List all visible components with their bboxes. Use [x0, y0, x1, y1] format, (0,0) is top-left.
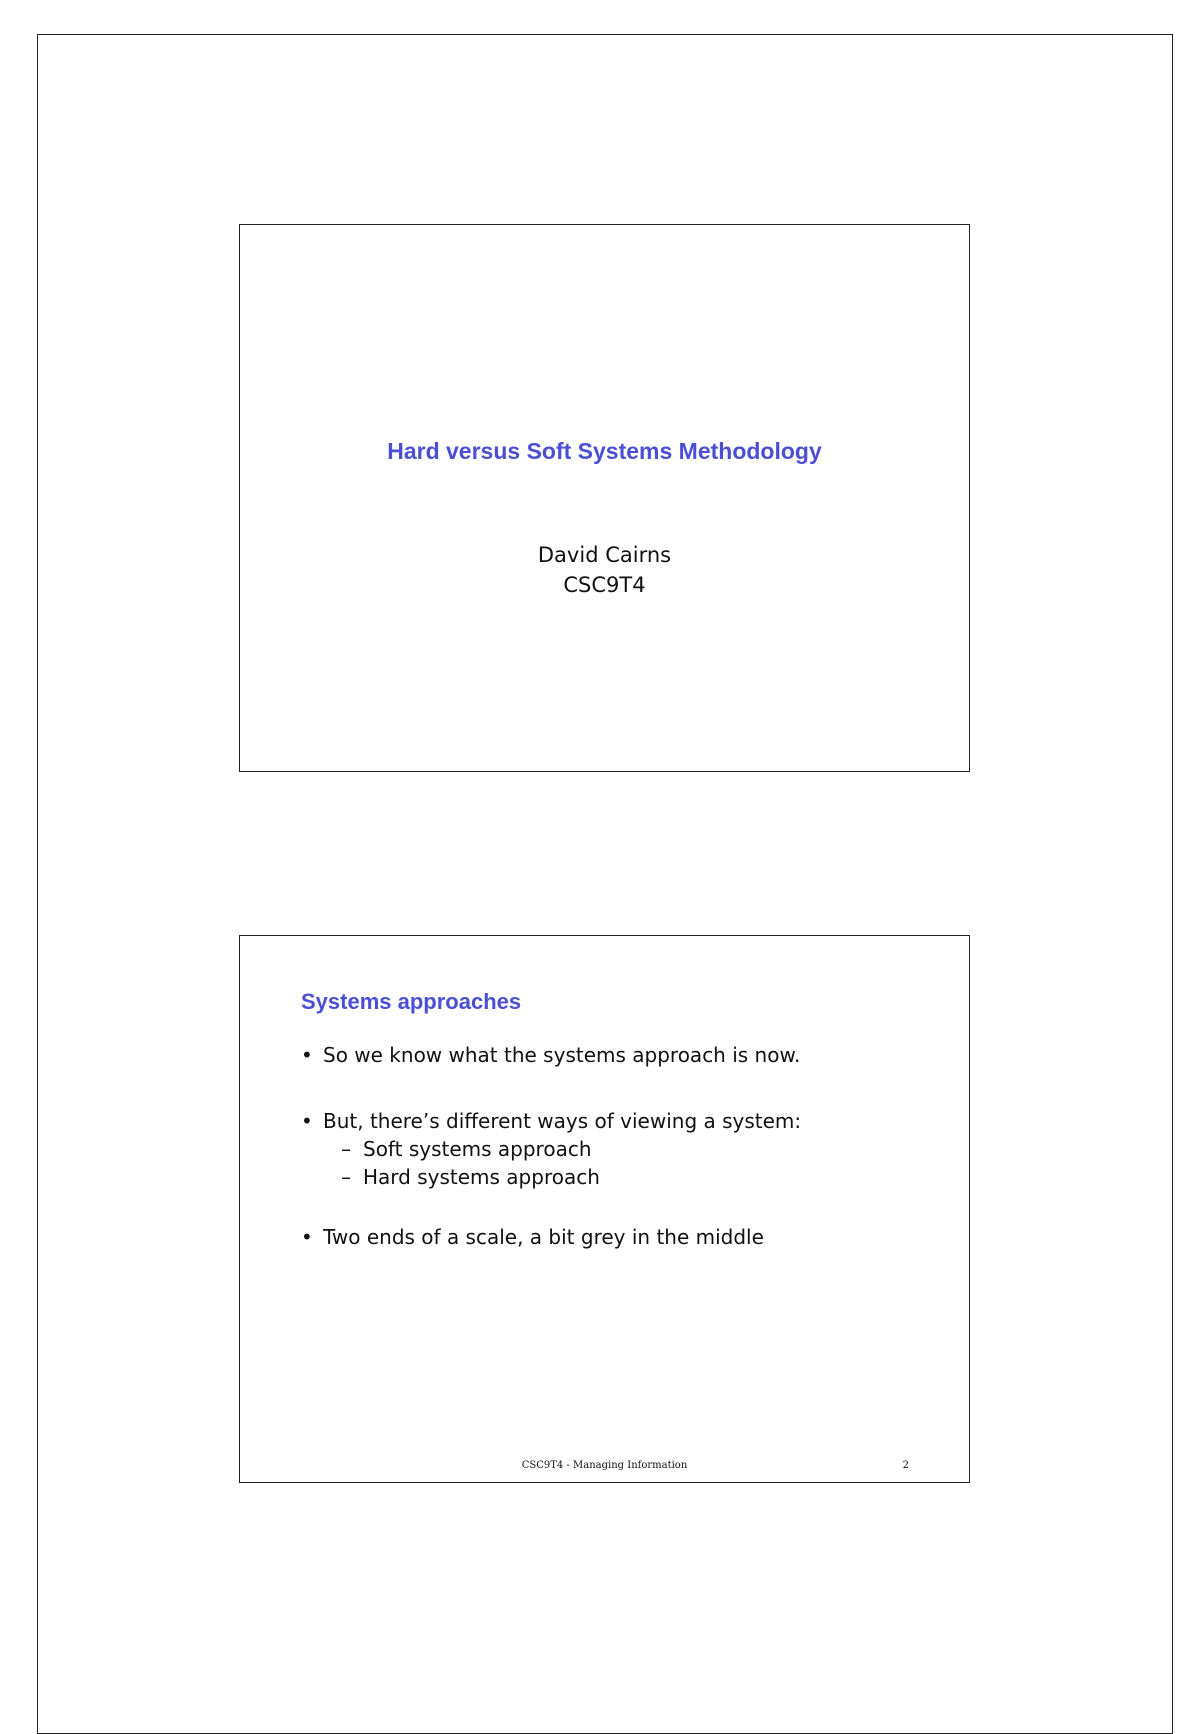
- author-name: David Cairns: [537, 543, 672, 567]
- slide-2: [239, 935, 970, 1483]
- author-block: [240, 540, 969, 600]
- bullet-item: • Two ends of a scale, a bit grey in the middle: [301, 1223, 929, 1251]
- bullet-item: • So we know what the systems approach is now.: [301, 1041, 929, 1069]
- sub-bullet-item: – Soft systems approach: [301, 1135, 929, 1163]
- slide-heading: Systems approaches: [301, 989, 522, 1014]
- slide-title: Hard versus Soft Systems Methodology: [387, 438, 822, 464]
- footer-text: CSC9T4 - Managing Information: [521, 1460, 688, 1471]
- bullet-item: • But, there’s different ways of viewing a system:: [301, 1107, 929, 1135]
- slide-1: [239, 224, 970, 772]
- sub-bullet-item: – Hard systems approach: [301, 1163, 929, 1191]
- page-number: 2: [902, 1460, 909, 1471]
- course-code: CSC9T4: [563, 573, 646, 597]
- bullet-list: [301, 1041, 929, 1251]
